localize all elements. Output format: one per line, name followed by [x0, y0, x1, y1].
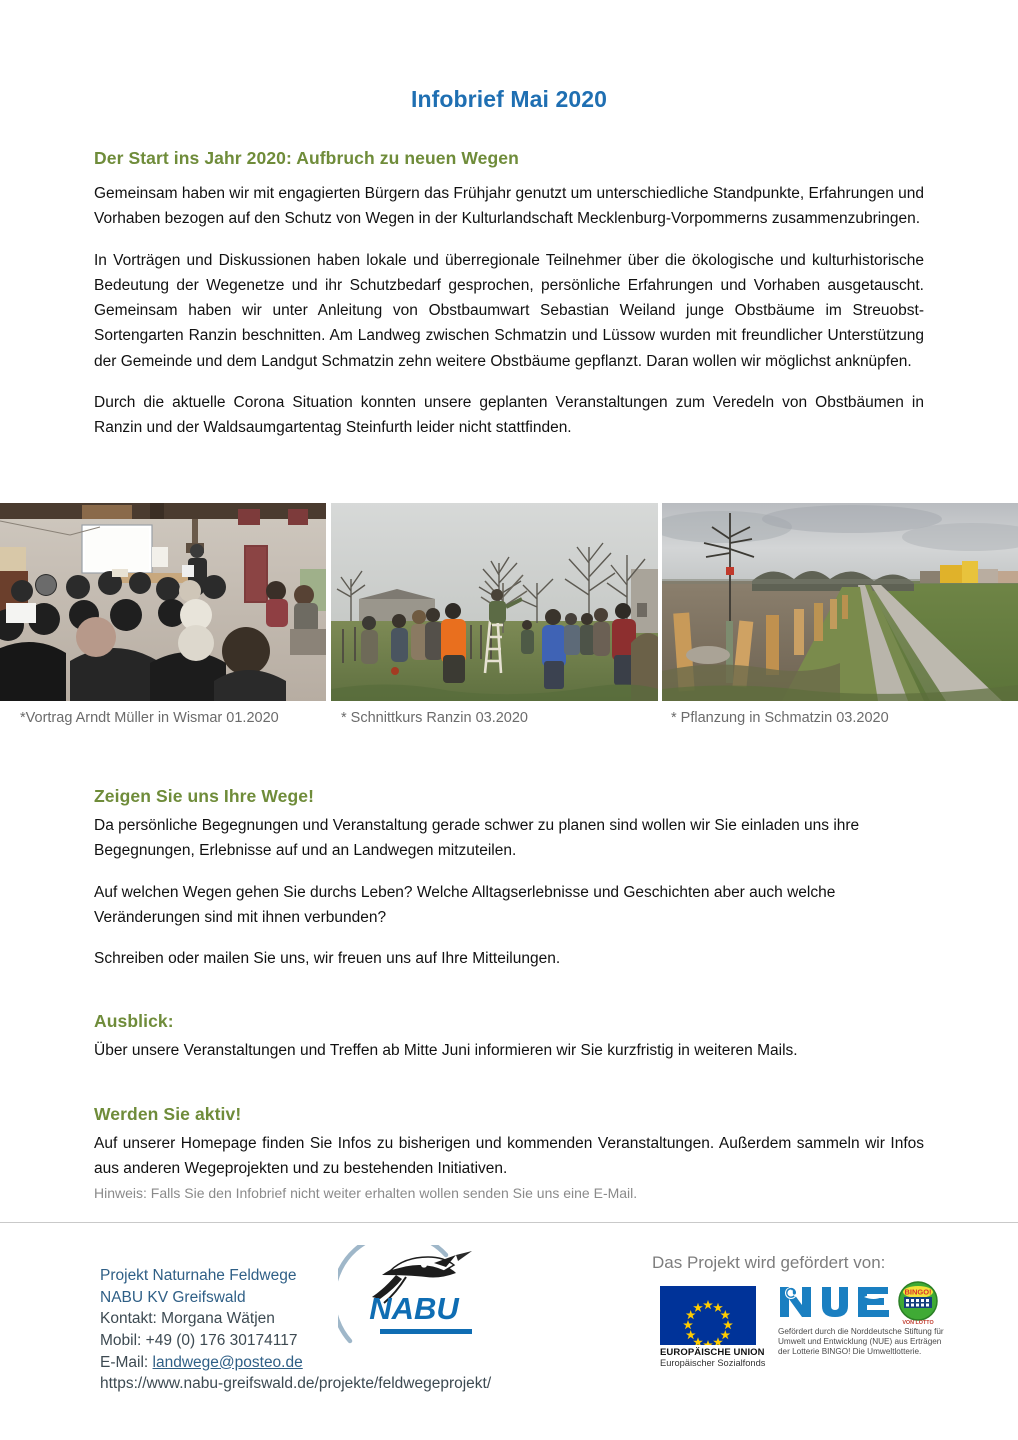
caption-photo-2: * Schnittkurs Ranzin 03.2020	[341, 710, 528, 726]
spacer-aktiv	[94, 1064, 924, 1104]
paragraph-intro: Gemeinsam haben wir mit engagierten Bürgern das Frühjahr genutzt um unterschiedliche Standpunkte, Erfahrungen und Vorhaben bezogen auf den Schutz von Wegen in der Kulturlandschaft Mecklenburg-Vorpommerns zusammenzubringen.	[94, 185, 924, 228]
photo-lecture-wismar	[0, 503, 326, 701]
main-content-lower	[94, 786, 924, 1181]
nabu-wordmark: NABU	[369, 1291, 459, 1326]
eu-logo	[660, 1286, 768, 1368]
contact-org-name: NABU KV Greifswald	[100, 1288, 246, 1306]
paragraph-wege-frage: Auf welchen Wegen gehen Sie durchs Leben? Welche Alltagserlebnisse und Geschichten aber auch welche Veränderungen sind mit ihnen verbunden?	[94, 883, 836, 926]
eu-caption-union: EUROPÄISCHE UNION	[660, 1347, 765, 1358]
bingo-logo-graphic	[893, 1281, 943, 1327]
nue-wordmark-graphic	[778, 1283, 910, 1319]
paragraph-corona: Durch die aktuelle Corona Situation konnten unsere geplanten Veranstaltungen zum Veredeln von Obstbäumen in Ranzin und der Waldsaumgartentag Steinfurth leider nicht stattfinden.	[94, 393, 924, 436]
paragraph-schreiben: Schreiben oder mailen Sie uns, wir freuen uns auf Ihre Mitteilungen.	[94, 950, 561, 967]
eu-flag-icon	[660, 1286, 756, 1345]
contact-email-link[interactable]: landwege@posteo.de	[152, 1353, 303, 1371]
nabu-logo-graphic	[338, 1245, 488, 1350]
photo-planting-schmatzin	[662, 503, 1018, 701]
section-heading-ausblick: Ausblick:	[94, 1011, 174, 1032]
unsubscribe-notice: Hinweis: Falls Sie den Infobrief nicht weiter erhalten wollen senden Sie uns eine E-Mail.	[94, 1185, 638, 1201]
contact-email-label: E-Mail:	[100, 1353, 153, 1371]
spacer-ausblick	[94, 971, 924, 1011]
section-heading-aktiv: Werden Sie aktiv!	[94, 1103, 242, 1124]
contact-phone: Mobil: +49 (0) 176 30174117	[100, 1332, 298, 1350]
eu-caption-fund: Europäischer Sozialfonds	[660, 1358, 766, 1368]
nabu-underline	[380, 1329, 472, 1334]
paragraph-ausblick: Über unsere Veranstaltungen und Treffen ab Mitte Juni informieren wir Sie kurzfristig in weiteren Mails.	[94, 1042, 798, 1060]
nue-funding-text: Gefördert durch die Norddeutsche Stiftung für Umwelt und Entwicklung (NUE) aus Erträgen der Lotterie BINGO! Die Umweltlotterie.	[778, 1327, 944, 1356]
eu-flag-stars	[660, 1286, 756, 1345]
section-ausblick	[94, 1011, 924, 1063]
photo-captions	[0, 710, 1018, 734]
contact-website-url[interactable]: https://www.nabu-greifswald.de/projekte/feldwegeprojekt/	[100, 1375, 492, 1393]
contact-person: Kontakt: Morgana Wätjen	[100, 1310, 275, 1328]
nabu-logo	[338, 1245, 488, 1350]
bingo-sub-wordmark: VON LOTTO	[902, 1320, 934, 1326]
nue-logo	[778, 1283, 946, 1363]
paragraph-begegnungen: Da persönliche Begegnungen und Veranstaltung gerade schwer zu planen sind wollen wir Sie einladen uns ihre Begegnungen, Erlebnisse auf und an Landwegen mitzuteilen.	[94, 817, 860, 860]
funders-title: Das Projekt wird gefördert von:	[652, 1253, 886, 1272]
section-heading-zeigen: Zeigen Sie uns Ihre Wege!	[94, 786, 315, 806]
section-werden-sie-aktiv	[94, 1104, 924, 1182]
photo-strip	[0, 503, 1018, 701]
caption-photo-1: *Vortrag Arndt Müller in Wismar 01.2020	[20, 710, 279, 726]
main-content-upper	[94, 148, 924, 440]
caption-photo-3: * Pflanzung in Schmatzin 03.2020	[671, 710, 889, 726]
contact-email-row	[100, 1352, 491, 1374]
page-title: Infobrief Mai 2020	[410, 86, 608, 112]
photo-planting-schmatzin-graphic	[662, 503, 1018, 701]
photo-lecture-wismar-graphic	[0, 503, 326, 701]
footer	[0, 1223, 1018, 1440]
paragraph-homepage: Auf unserer Homepage finden Sie Infos zu bisherigen und kommenden Veranstaltungen. Außerdem sammeln wir Infos aus anderen Wegeprojekten und zu bestehenden Initiativen.	[94, 1134, 924, 1177]
section-zeigen-sie-uns	[94, 786, 924, 971]
photo-pruning-ranzin	[331, 503, 658, 701]
bingo-wordmark: BINGO!	[904, 1287, 932, 1297]
contact-project-name: Projekt Naturnahe Feldwege	[100, 1267, 297, 1284]
paragraph-lectures: In Vorträgen und Diskussionen haben lokale und überregionale Teilnehmer über die ökologische und kulturhistorische Bedeutung der Wegenetze und ihr Schutzbedarf gesprochen, persönliche Erfahrungen und Vorhaben ausgetauscht. Gemeinsam haben wir unter Anleitung von Obstbaumwart Sebastian Weiland junge Obstbäume im Streuobst-Sortengarten Ranzin beschnitten. Am Landweg zwischen Schmatzin und Lüssow wurden mit freundlicher Unterstützung der Gemeinde und dem Landgut Schmatzin zehn weitere Obstbäume gepflanzt. Daran wollen wir möglichst anknüpfen.	[94, 251, 924, 370]
photo-pruning-ranzin-graphic	[331, 503, 658, 701]
section-heading-start: Der Start ins Jahr 2020: Aufbruch zu neuen Wegen	[94, 148, 519, 168]
